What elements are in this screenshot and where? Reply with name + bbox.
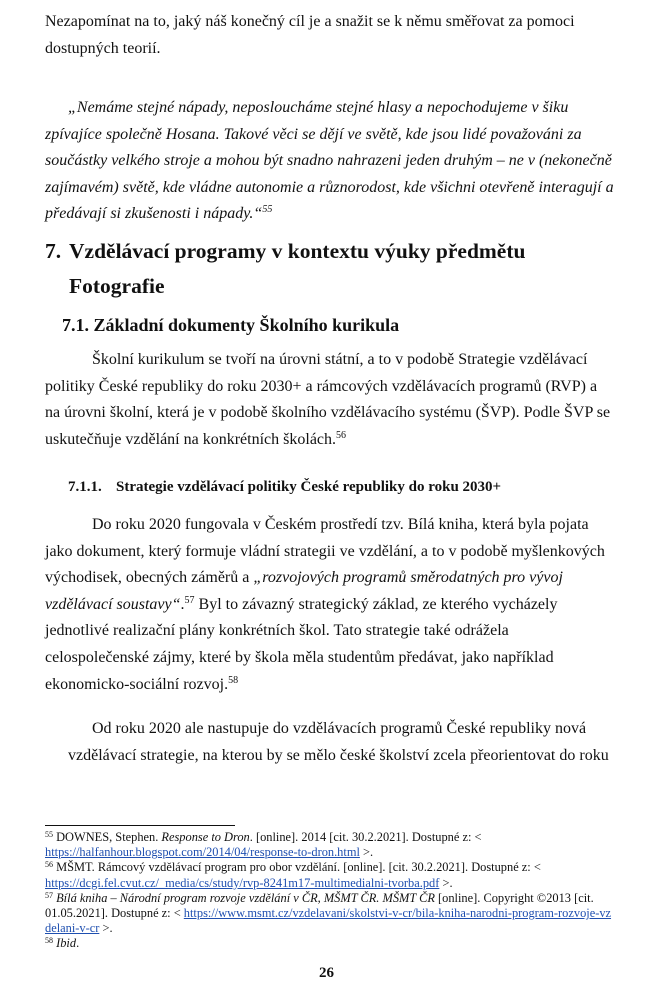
footnote-details: . [online]. 2014 [cit. 30.2.2021]. Dostupné z: < [249,830,482,844]
footnote-number: 58 [45,936,53,946]
block-quote-text: „Nemáme stejné nápady, neposloucháme stejné hlasy a nepochodujeme v šiku zpívajíce společně Hosana. Takové věci se dějí ve světě, kde jsou lidé považováni za součástky velkého stroje a mohou být snadno nahrazeni jeden druhým – ne v (nekonečně zajímavém) světě, kde vládne autonomie a různorodost, kde všichni otevřeně interagují a předávají si zkušenosti i nápady.“ [45,99,614,223]
block-quote [45,95,615,228]
paragraph-bila-kniha: Do roku 2020 fungovala v Českém prostředí tzv. Bílá kniha, která byla pojata jako dokument, který formuje vládní strategii ve vzdělání, a to v podobě myšlenkových východisek, obecných záměrů a „rozvojových programů směrodatných pro vývoj vzdělávací soustavy“.$^{57}$ Byl to závazný strategický základ, ze kterého vycházely jednotlivé realizační plány konkrétních škol. Tato strategie také odrážela celospolečenské zájmy, které by škola měla studentům předávat, jako například ekonomicko-sociální rozvoj.$^{58}$ [45,516,605,693]
footnote-end: . [76,936,80,951]
footnote-end: >. [359,845,374,860]
chapter-heading [45,234,525,304]
footnote-number: 56 [45,860,53,870]
paragraph-bila-kniha-text-middle: Byl to závazný strategický základ, ze kterého vycházely jednotlivé realizační plány konkrétních škol. Tato strategie také odrážela celospolečenské zájmy, které by škola měla studentům předávat, jako například ekonomicko-sociální rozvoj. [45,595,558,693]
paragraph-intro-text: Nezapomínat na to, jaký náš konečný cíl je a snažit se k němu směřovat za pomoci dostupných teorií. [45,13,575,57]
footnotes-section [45,830,615,952]
subsection-title: Strategie vzdělávací politiky České republiky do roku 2030+ [116,479,502,495]
footnote-58 [45,936,615,951]
chapter-title-line2: Fotografie [69,274,165,298]
footnote-55 [45,830,615,860]
footnote-ref-55[interactable]: 55 [262,204,273,216]
footnote-text: MŠMT. Rámcový vzdělávací program pro obor vzdělání. [online]. [cit. 30.2.2021]. Dostupné z: < [56,860,541,875]
footnote-56 [45,860,615,890]
footnote-57 [45,891,615,937]
footnote-author: DOWNES, Stephen. [56,830,162,844]
footnote-title: Response to Dron [161,830,250,844]
section-heading: 7.1. Základní dokumenty Školního kurikula [62,315,400,335]
footnote-number: 55 [45,830,53,839]
page-number: 26 [319,965,334,981]
footnote-title: Bílá kniha – Národní program rozvoje vzdělání v ČR, MŠMT ČR. MŠMT ČR [56,890,435,905]
footnote-ref-57[interactable]: 57 [184,594,195,606]
subsection-heading [68,476,501,498]
paragraph-od-roku-text: Od roku 2020 ale nastupuje do vzdělávacích programů České republiky nová vzdělávací strategie, na kterou by se mělo české školství zcela přeorientovat do roku [68,720,609,764]
footnote-end: >. [99,921,113,936]
paragraph-bila-kniha-quote: „rozvojových programů směrodatných pro vývoj vzdělávací soustavy“ [45,569,563,613]
paragraph-kurikulum-text: Školní kurikulum se tvoří na úrovni státní, a to v podobě Strategie vzdělávací politiky České republiky do roku 2030+ a rámcových vzdělávacích programů (RVP) a na úrovni školní, která je v podobě školního vzdělávacího systému (ŠVP). Podle ŠVP se uskutečňuje vzdělání na konkrétních školách. [45,351,611,448]
chapter-number: 7. [45,239,62,263]
footnote-text: Ibid [56,936,77,951]
footnote-end: >. [439,875,453,890]
footnote-number: 57 [45,890,53,900]
footnote-ref-56[interactable]: 56 [336,429,347,441]
footnote-link[interactable]: https://halfanhour.blogspot.com/2014/04/response-to-dron.html [45,845,360,860]
footnote-link[interactable]: https://www.msmt.cz/vzdelavani/skolstvi-v-cr/bila-kniha-narodni-program-rozvoje-vzdelani-v-cr [45,906,612,936]
subsection-number: 7.1.1. [68,479,102,495]
paragraph-intro [45,9,615,62]
paragraph-bila-kniha-text-before: Do roku 2020 fungovala v Českém prostředí tzv. Bílá kniha, která byla pojata jako dokument, který formuje vládní strategii ve vzdělání, a to v podobě myšlenkových východisek, obecných záměrů a [45,516,605,587]
footnote-ref-58[interactable]: 58 [228,674,239,686]
footnote-separator [45,825,235,826]
paragraph-od-roku [68,716,618,769]
footnote-details: [online]. Copyright ©2013 [cit. 01.05.2021]. Dostupné z: < [45,890,594,921]
chapter-title-line1: Vzdělávací programy v kontextu výuky předmětu [69,239,526,263]
footnote-link[interactable]: https://dcgi.fel.cvut.cz/_media/cs/study/rvp-8241m17-multimedialni-tvorba.pdf [45,875,440,890]
paragraph-kurikulum [45,347,615,453]
